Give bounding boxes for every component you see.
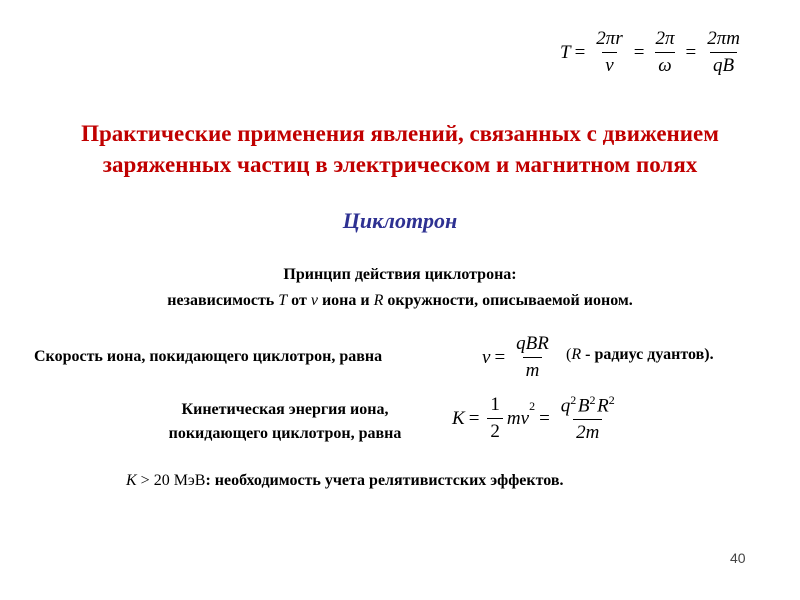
exponent: 2 bbox=[589, 393, 596, 407]
symbol-R: R bbox=[373, 292, 384, 309]
text-fragment: независимость bbox=[167, 292, 279, 309]
formula-T: T bbox=[560, 41, 571, 63]
text-fragment: > 20 МэВ bbox=[136, 472, 206, 489]
symbol-v: v bbox=[310, 292, 318, 309]
page-number: 40 bbox=[730, 550, 746, 566]
text-fragment: - радиус дуантов). bbox=[581, 346, 714, 363]
principle-text bbox=[0, 262, 800, 314]
exponent: 2 bbox=[529, 399, 536, 413]
fraction-denominator: qB bbox=[710, 52, 737, 77]
symbol-K: K bbox=[452, 407, 465, 429]
fraction-numerator: qBR bbox=[516, 333, 549, 354]
slide-subtitle: Циклотрон bbox=[342, 208, 458, 233]
equals-sign: = bbox=[468, 407, 480, 429]
fraction-denominator: 2m bbox=[573, 419, 602, 444]
principle-line-1: Принцип действия циклотрона: bbox=[283, 266, 517, 283]
fraction-numerator bbox=[558, 393, 618, 419]
symbol-K: K bbox=[126, 472, 137, 489]
fraction-denominator: ω bbox=[655, 52, 674, 77]
fraction-denominator: 2 bbox=[487, 418, 503, 443]
equals-sign: = bbox=[633, 41, 645, 63]
equals-sign: = bbox=[685, 41, 697, 63]
fraction-2pi-omega bbox=[652, 28, 677, 77]
fraction-denominator: m bbox=[523, 357, 543, 382]
exponent: 2 bbox=[570, 393, 577, 407]
exponent: 2 bbox=[608, 393, 615, 407]
equals-sign: = bbox=[539, 407, 550, 429]
symbol-q: q bbox=[560, 395, 571, 417]
symbol-R: R bbox=[571, 346, 582, 363]
symbol-R: R bbox=[597, 395, 609, 417]
symbol-B: B bbox=[577, 395, 590, 417]
relativistic-note bbox=[126, 472, 563, 490]
text-fragment: иона и bbox=[317, 292, 374, 309]
slide-title bbox=[0, 118, 800, 180]
period-formula bbox=[560, 28, 747, 77]
fraction-qBR-m bbox=[513, 333, 552, 382]
fraction-denominator: v bbox=[602, 52, 616, 77]
text-fragment: окружности, описываемой ионом. bbox=[383, 292, 633, 309]
fraction-numerator: 2πm bbox=[707, 28, 740, 49]
kinetic-formula bbox=[452, 393, 622, 444]
title-line-1: Практические применения явлений, связанных с движением bbox=[81, 121, 719, 146]
speed-label: Скорость иона, покидающего циклотрон, равна bbox=[34, 348, 383, 365]
speed-note bbox=[566, 346, 714, 364]
symbol-v: v bbox=[482, 346, 491, 368]
fraction-2pim-qB bbox=[704, 28, 743, 77]
equals-sign: = bbox=[574, 41, 586, 63]
principle-line-2 bbox=[0, 288, 800, 314]
fraction-numerator: 2πr bbox=[596, 28, 623, 49]
fraction-one-half bbox=[487, 394, 503, 443]
kinetic-label bbox=[130, 398, 440, 446]
title-line-2: заряженных частиц в электрическом и магнитном полях bbox=[102, 152, 698, 177]
text-fragment: ( bbox=[566, 346, 572, 363]
text-fragment: от bbox=[287, 292, 311, 309]
text-fragment: : необходимость учета релятивистских эффектов. bbox=[205, 472, 564, 489]
fraction-2pir-v bbox=[593, 28, 625, 77]
fraction-q2B2R2-2m bbox=[558, 393, 618, 444]
kinetic-label-line-2: покидающего циклотрон, равна bbox=[168, 425, 402, 442]
symbol-mv: mv bbox=[506, 407, 530, 429]
fraction-numerator: 1 bbox=[490, 394, 500, 416]
speed-formula bbox=[482, 333, 556, 382]
kinetic-label-line-1: Кинетическая энергия иона, bbox=[181, 401, 389, 418]
fraction-numerator: 2π bbox=[655, 28, 675, 49]
symbol-T: T bbox=[278, 292, 288, 309]
equals-sign: = bbox=[494, 346, 506, 368]
